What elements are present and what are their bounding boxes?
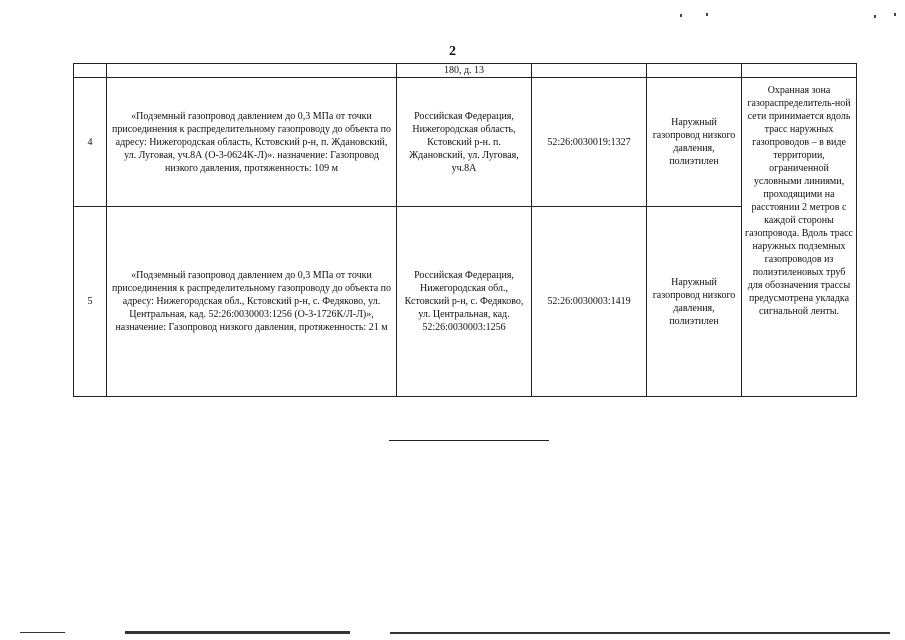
description-cell: «Подземный газопровод давлением до 0,3 МПа от точки присоединения к распределительному газопроводу до объекта по адресу: Нижегородская обл., Кстовский р-н, с. Федяково, ул. Центральная, кад. 52:26:0030003:1256 (О-3-1726К/Л-Л)», назначение: Газопровод низкого давления, протяженность: 21 м [107,207,397,397]
scan-edge-line [390,632,890,634]
scan-speck [894,13,896,16]
row-number-cell: 4 [74,78,107,207]
cadastral-number-cell: 52:26:0030019:1327 [532,78,647,207]
table-cell [107,64,397,78]
address-fragment-cell: 180, д. 13 [397,64,532,78]
scan-edge-line [125,631,350,634]
table-row [74,207,857,397]
end-divider-line [389,440,549,441]
scan-speck [706,13,708,16]
objects-table [73,63,857,397]
table-cell [532,64,647,78]
description-cell: «Подземный газопровод давлением до 0,3 МПа от точки присоединения к распределительному газопроводу до объекта по адресу: Нижегородская область, Кстовский р-н, п. Ждановский, ул. Луговая, уч.8А (О-3-0624К-Л)». назначение: Газопровод низкого давления, протяженность: 109 м [107,78,397,207]
table-row [74,78,857,207]
address-cell: Российская Федерация, Нижегородская обл., Кстовский р-н, с. Федяково, ул. Центральная, кад. 52:26:0030003:1256 [397,207,532,397]
cadastral-number-cell: 52:26:0030003:1419 [532,207,647,397]
table-cell [74,64,107,78]
table-cell [647,64,742,78]
row-number-cell: 5 [74,207,107,397]
page-number: 2 [449,44,456,59]
address-cell: Российская Федерация, Нижегородская область, Кстовский р-н. п. Ждановский, ул. Луговая, уч.8А [397,78,532,207]
object-type-cell: Наружный газопровод низкого давления, полиэтилен [647,78,742,207]
protection-zone-cell: Охранная зона газораспределитель-ной сети принимается вдоль трасс наружных газопроводов – в виде территории, ограниченной условными линиями, проходящими на расстоянии 2 метров с каждой стороны газопровода. Вдоль трасс наружных подземных газопроводов из полиэтиленовых труб для обозначения трассы предусмотрена укладка сигнальной ленты. [742,78,857,397]
table-row [74,64,857,78]
object-type-cell: Наружный газопровод низкого давления, полиэтилен [647,207,742,397]
scan-speck [680,14,682,17]
table-cell [742,64,857,78]
scan-edge-line [20,632,65,633]
scan-speck [874,15,876,18]
